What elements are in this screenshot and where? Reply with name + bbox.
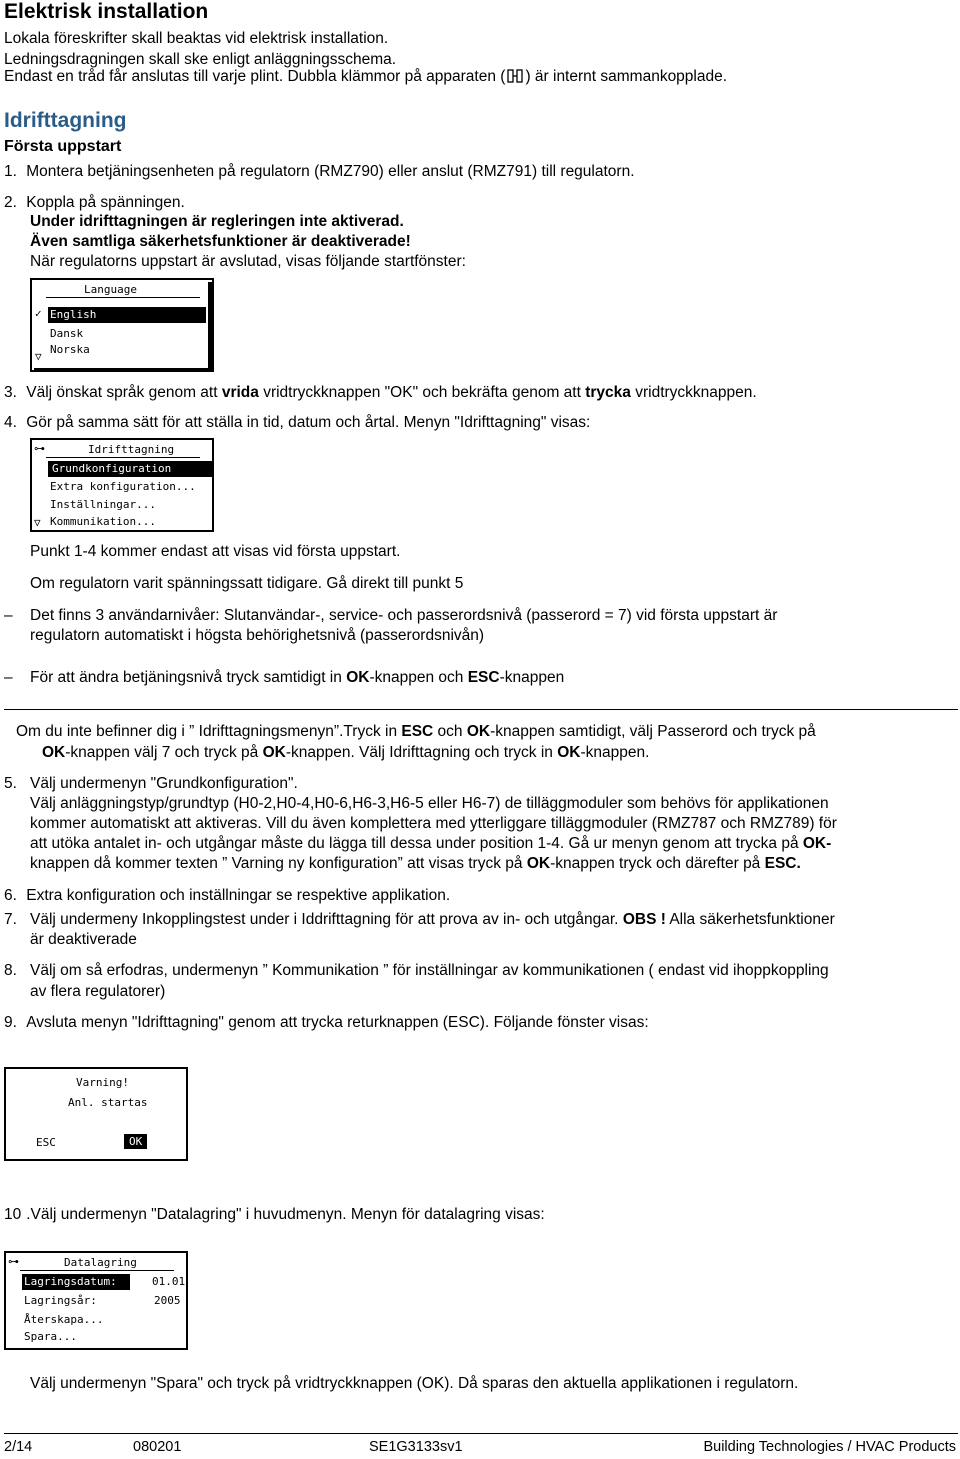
text-bold: OBS ! (622, 911, 666, 928)
text: Alla säkerhetsfunktioner (665, 911, 835, 928)
text: -knappen samtidigt, välj Passerord och tryck på (490, 723, 816, 740)
step-text: Välj önskat språk genom att (26, 384, 222, 401)
step-10 (4, 1206, 545, 1224)
divider (4, 709, 958, 710)
subsection-title: Första uppstart (4, 138, 122, 155)
step-text: Gör på samma sätt för att ställa in tid, datum och årtal. Menyn "Idrifttagning" visas: (26, 414, 591, 431)
scroll-down-icon: ▽ (34, 516, 41, 529)
scroll-down-icon: ▽ (35, 350, 42, 363)
key-icon: ⊶ (34, 442, 45, 455)
step-9 (4, 1014, 649, 1032)
lcd-title: Datalagring (64, 1256, 137, 1269)
lcd-warning-text: Varning! (76, 1076, 129, 1089)
dash-icon: – (4, 669, 13, 686)
text-bold: OK (557, 744, 581, 761)
step-5-line-1: Välj undermenyn "Grundkonfiguration". (30, 775, 298, 792)
lcd-warning-subtext: Anl. startas (68, 1096, 148, 1109)
lcd-row-selected: Lagringsdatum: (22, 1274, 130, 1290)
text: -knappen (499, 669, 565, 686)
step-6 (4, 887, 450, 905)
step-text: Extra konfiguration och inställningar se respektive applikation. (26, 887, 451, 904)
step-number: 9. (4, 1014, 17, 1031)
text: att utöka antalet in- och utgångar måste du lägga till dessa under position 1-4. Gå ur menyn genom att trycka på (30, 835, 803, 852)
warning-line-1: Under idrifttagningen är regleringen inte aktiverad. (30, 213, 404, 230)
step-number: 6. (4, 887, 17, 904)
text: och (433, 723, 467, 740)
step-5-line-3: kommer automatiskt att aktiveras. Vill du även komplettera med ytterliggare tilläggmoduler (RMZ787 och RMZ789) för (30, 815, 837, 832)
intro-line-3-end: ) är internt sammankopplade. (525, 68, 728, 85)
step-8-line-1: Välj om så erfodras, undermenyn ” Kommunikation ” för inställningar av kommunikationen ( endast vid ihoppkoppling (30, 962, 829, 979)
lcd-title: Language (84, 283, 137, 296)
footer-company: Building Technologies / HVAC Products (703, 1439, 956, 1455)
lcd-row-label: Spara... (24, 1330, 77, 1343)
step-5-line-5 (30, 855, 801, 873)
lcd-item: Dansk (50, 327, 84, 340)
lcd-warning-screen (4, 1067, 188, 1161)
terminal-clamp-icon (505, 69, 525, 83)
step-8-number: 8. (4, 962, 17, 979)
text: -knappen. (580, 744, 650, 761)
lcd-item-selected: English (48, 307, 206, 323)
lcd-language-screen (30, 278, 214, 372)
text-bold: OK (346, 669, 370, 686)
step-4 (4, 414, 590, 432)
step-text: Avsluta menyn "Idrifttagning" genom att trycka returknappen (ESC). Följande fönster visas: (26, 1014, 649, 1031)
lcd-esc-label: ESC (36, 1136, 56, 1149)
key-icon: ⊶ (8, 1255, 19, 1268)
section-title: Idrifttagning (4, 109, 127, 132)
text: -knappen välj 7 och tryck på (65, 744, 263, 761)
text: -knappen och (369, 669, 468, 686)
step-text: Koppla på spänningen. (26, 194, 185, 211)
lcd-value: 2005 (154, 1294, 181, 1307)
check-icon: ✓ (35, 307, 42, 320)
intro-line-1: Lokala föreskrifter skall beaktas vid elektrisk installation. (4, 30, 389, 47)
step-3 (4, 384, 757, 402)
step-number: 10 (4, 1206, 22, 1223)
footer-page: 2/14 (4, 1439, 33, 1455)
lcd-data-screen (4, 1251, 188, 1350)
text-bold: ESC. (764, 855, 801, 872)
lcd-row-label: Lagringsår: (24, 1294, 97, 1307)
lcd-idrift-screen (30, 438, 214, 532)
lcd-row-label: Återskapa... (24, 1313, 104, 1326)
lcd-ok-label: OK (124, 1134, 147, 1149)
lcd-item: Extra konfiguration... (50, 480, 196, 493)
warning-line-2: Även samtliga säkerhetsfunktioner är deaktiverade! (30, 233, 411, 250)
text-bold: OK (42, 744, 66, 761)
intro-line-3-start: Endast en tråd får anslutas till varje plint. Dubbla klämmor på apparaten ( (4, 68, 506, 85)
note-3-line-2 (42, 744, 649, 762)
startscreen-text: När regulatorns uppstart är avslutad, visas följande startfönster: (30, 253, 466, 270)
text: För att ändra betjäningsnivå tryck samtidigt in (30, 669, 347, 686)
footer-divider (4, 1433, 958, 1434)
final-instruction: Välj undermenyn "Spara" och tryck på vridtryckknappen (OK). Då sparas den aktuella applikationen i regulatorn. (30, 1375, 799, 1392)
footer-date: 080201 (133, 1439, 182, 1455)
text: Välj undermeny Inkopplingstest under i Iddrifttagning för att prova av in- och utgångar. (30, 911, 623, 928)
bullet-2 (30, 669, 564, 687)
text: Om du inte befinner dig i ” Idrifttagningsmenyn”.Tryck in (16, 723, 402, 740)
step-5-line-4 (30, 835, 831, 853)
step-text-bold: vrida (221, 384, 259, 401)
intro-line-2: Ledningsdragningen skall ske enligt anläggningsschema. (4, 51, 397, 68)
text: knappen då kommer texten ” Varning ny konfiguration” att visas tryck på (30, 855, 527, 872)
page-heading: Elektrisk installation (4, 0, 209, 23)
lcd-title: Idrifttagning (88, 443, 175, 456)
step-7-line-2: är deaktiverade (30, 931, 137, 948)
step-5-number: 5. (4, 775, 17, 792)
lcd-value: 01.01 (152, 1275, 186, 1288)
step-text-bold: trycka (585, 384, 631, 401)
footer-doc-id: SE1G3133sv1 (369, 1439, 463, 1455)
bullet-1-line-2: regulatorn automatiskt i högsta behörighetsnivå (passerordsnivån) (30, 627, 485, 644)
text: -knappen tryck och därefter på (550, 855, 765, 872)
step-text: vridtryckknappen. (630, 384, 757, 401)
step-text: .Välj undermenyn "Datalagring" i huvudmenyn. Menyn för datalagring visas: (26, 1206, 545, 1223)
note-1: Punkt 1-4 kommer endast att visas vid första uppstart. (30, 543, 401, 560)
step-7-line-1 (30, 911, 835, 929)
bullet-1-line-1: Det finns 3 användarnivåer: Slutanvändar-, service- och passerordsnivå (passerord = 7) vid första uppstart är (30, 607, 778, 624)
step-number: 1. (4, 163, 17, 180)
lcd-item: Norska (50, 343, 90, 356)
step-text: vridtryckknappen "OK" och bekräfta genom att (258, 384, 586, 401)
step-number: 3. (4, 384, 17, 401)
step-text: Montera betjäningsenheten på regulatorn (RMZ790) eller anslut (RMZ791) till regulatorn. (26, 163, 635, 180)
step-8-line-2: av flera regulatorer) (30, 983, 166, 1000)
text: -knappen. Välj Idrifttagning och tryck in (285, 744, 558, 761)
lcd-item: Inställningar... (50, 498, 156, 511)
step-number: 2. (4, 194, 17, 211)
step-2 (4, 194, 185, 212)
text-bold: ESC (467, 669, 500, 686)
lcd-item: Kommunikation... (50, 515, 156, 528)
text-bold: OK- (802, 835, 832, 852)
text-bold: ESC (401, 723, 434, 740)
step-number: 4. (4, 414, 17, 431)
intro-line-3 (4, 68, 727, 86)
note-3-line-1 (16, 723, 816, 741)
step-5-line-2: Välj anläggningstyp/grundtyp (H0-2,H0-4,H0-6,H6-3,H6-5 eller H6-7) de tilläggmoduler som behövs för applikationen (30, 795, 829, 812)
text-bold: OK (526, 855, 551, 872)
step-7-number: 7. (4, 911, 17, 928)
lcd-item-selected: Grundkonfiguration (48, 461, 214, 477)
step-1 (4, 163, 635, 181)
text-bold: OK (466, 723, 491, 740)
dash-icon: – (4, 607, 13, 624)
text-bold: OK (262, 744, 286, 761)
note-2: Om regulatorn varit spänningssatt tidigare. Gå direkt till punkt 5 (30, 575, 464, 592)
